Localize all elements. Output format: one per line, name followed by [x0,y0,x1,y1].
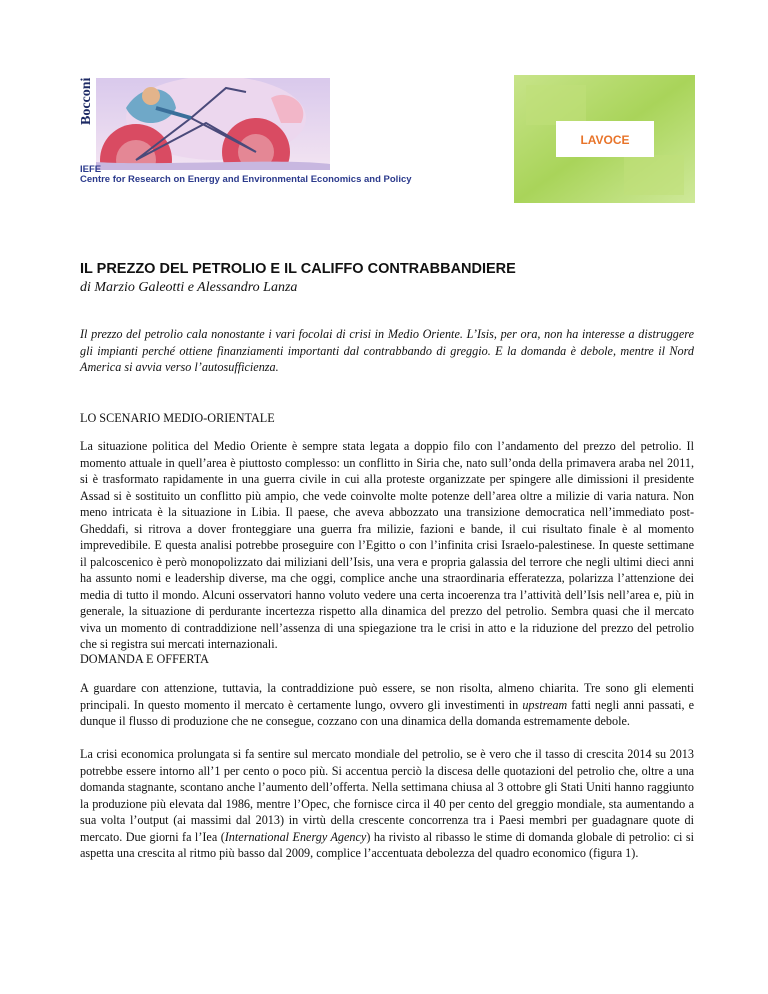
section-heading-domanda-offerta: DOMANDA E OFFERTA [80,652,209,666]
paragraph-text: La crisi economica prolungata si fa sentire sul mercato mondiale del petrolio, se è vero che il tasso di crescita 2014 su 2013 potrebbe essere intorno all’1 per cento o poco più. Si accentua perciò la discesa delle quotazioni del petrolio che, oltre a una domanda stagnante, scontano anche l’aumento dell’offerta. Nella settimana chiusa al 3 ottobre gli Stati Uniti hanno raggiunto la produzione più elevata dal 1986, mentre l’Opec, che fornisce circa il 40 per cento del greggio mondiale, sta aumentando a sua volta l’output (ai massimi dal 2013) in virtù della crescente concorrenza tra i Paesi membri per guadagnare quote di mercato. Due giorni fa l’Iea ( [80,747,694,844]
paragraph-domanda-1 [80,680,694,730]
section-heading-scenario: LO SCENARIO MEDIO-ORIENTALE [80,411,275,425]
bocconi-logo [80,78,330,170]
paragraph-domanda-2 [80,746,694,862]
article-byline: di Marzio Galeotti e Alessandro Lanza [80,280,298,295]
paragraph-scenario: La situazione politica del Medio Oriente è sempre stata legata a doppio filo con l’andamento del prezzo del petrolio. Il momento attuale in quell’area è piuttosto complesso: un conflitto in Siria che, nato sull’onda della primavera araba nel 2011, si è trasformato rapidamente in una guerra civile in cui alla proteste organizzate per spingere alle dimissioni il presidente Assad si è sostituito un conflitto più ampio, che vede coinvolte molte potenze dell’area oltre a milizie di varia natura. Non meno intricata è la situazione in Libia. Il paese, che aveva abbozzato una transizione democratica nell’immediato post-Gheddafi, si ritrova a dover fronteggiare una guerra fra milizie, fazioni e bande, il cui risultato finale è al momento imprevedibile. E questa analisi potrebbe proseguire con l’Egitto o con l’infinita crisi Israelo-palestinese. In queste settimane il palcoscenico è però monopolizzato dai miliziani dell’Isis, una vera e propria galassia del terrore che negli ultimi dieci anni ha assunto nomi e leadership diverse, ma che oggi, complice anche una straordinaria efferatezza, polarizza l’attenzione dei media di tutto il mondo. Alcuni osservatori hanno voluto vedere una certa incoerenza tra l’attività dell’Isis nell’area e, più in generale, la situazione di perdurante incertezza rispetto alla dinamica del prezzo del petrolio. Sembra quasi che il mercato viva un momento di contraddizione nell’assenza di una spiegazione tra le crisi in atto e la riduzione del prezzo del petrolio che si registra sui mercati internazionali. [80,439,694,651]
centre-label: Centre for Research on Energy and Environmental Economics and Policy [80,174,412,185]
paragraph-italic-term: International Energy Agency [224,829,367,844]
paragraph-text: ) ha rivisto al ribasso le stime di domanda globale di petrolio: ci si aspetta una crescita al ritmo più basso dal 2009, complice l’accentuata debolezza del quadro economico (figura 1). [80,829,694,860]
bocconi-logo-artwork [96,78,330,170]
cyclist-artwork-icon [96,78,330,170]
paragraph-italic-term: upstream [522,697,568,712]
paragraph-text: fatti negli anni passati, e dunque il flusso di produzione che ne consegue, cozzano con una dinamica della domanda estremamente debole. [80,697,695,728]
article-abstract: Il prezzo del petrolio cala nonostante i vari focolai di crisi in Medio Oriente. L’Isis, per ora, non ha interesse a distruggere gli impianti perché ottiene finanziamenti importanti dal contrabbando di greggio. E la domanda è debole, mentre il Nord America si avvia verso l’autosufficienza. [80,327,694,374]
lavoce-logo [514,75,695,203]
lavoce-wordmark: LAVOCE [580,133,630,147]
lavoce-logo-icon [514,75,695,203]
bocconi-wordmark: Bocconi [79,78,94,126]
paragraph-text: A guardare con attenzione, tuttavia, la contraddizione può essere, se non risolta, almeno chiarita. Tre sono gli elementi principali. In questo momento il mercato è certamente lungo, ovvero gli investimenti in [80,681,694,712]
iefe-label: IEFE [80,164,102,175]
article-title: IL PREZZO DEL PETROLIO E IL CALIFFO CONTRABBANDIERE [80,261,516,277]
